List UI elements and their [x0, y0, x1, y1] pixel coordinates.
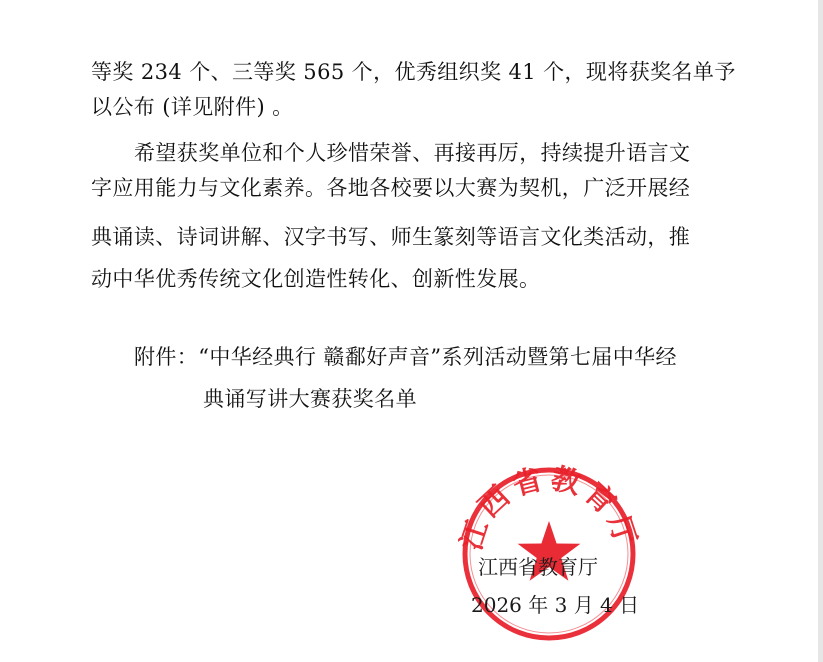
page-edge: [818, 0, 823, 662]
signature-date: 2026 年 3 月 4 日: [471, 593, 640, 617]
body-text-line: 以公布 (详见附件) 。: [91, 95, 294, 119]
attachment-line: 附件：“中华经典行 赣鄱好声音”系列活动暨第七届中华经: [134, 345, 677, 369]
body-text-line: 动中华优秀传统文化创造性转化、创新性发展。: [91, 267, 541, 291]
body-text-line: 字应用能力与文化素养。各地各校要以大赛为契机，广泛开展经: [91, 176, 691, 200]
attachment-line: 典诵写讲大赛获奖名单: [203, 387, 417, 411]
body-text-line: 希望获奖单位和个人珍惜荣誉、再接再厉，持续提升语言文: [134, 141, 691, 165]
signature-org: 江西省教育厅: [478, 555, 598, 579]
body-text-line: 等奖 234 个、三等奖 565 个，优秀组织奖 41 个，现将获奖名单予: [91, 60, 736, 84]
seal-text: 西省教育: [471, 463, 627, 524]
body-text-line: 典诵读、诗词讲解、汉字书写、师生篆刻等语言文化类活动，推: [91, 225, 691, 249]
